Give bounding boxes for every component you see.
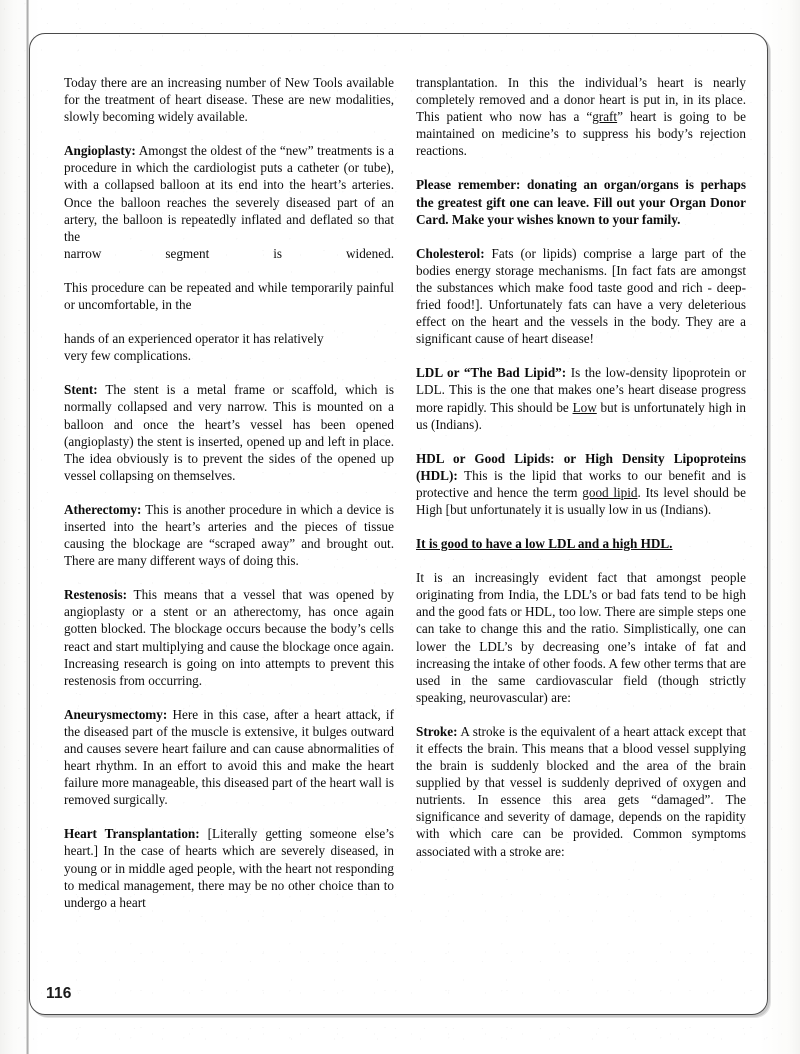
paragraph-ldl: LDL or “The Bad Lipid”: Is the low-density lipoprotein or LDL. This is the one that makes one’s heart disease progress more rapidly. This should be Low but is unfortunately high in us (Indians). [416, 365, 746, 432]
emphasized-text: Low [572, 399, 597, 415]
left-text-column [64, 74, 394, 911]
paragraph-restenosis: Restenosis: This means that a vessel that was opened by angioplasty or a stent or an atherectomy, has once again gotten blocked. The blockage occurs because the body’s cells react and start multiplying and cause the blockage once again. Increasing research is going on into attempts to prevent this restenosis from occurring. [64, 587, 394, 688]
emphasized-text: It is good to have a low LDL and a high HDL. [416, 536, 673, 552]
term-label: Stent: [64, 382, 98, 398]
paragraph-please-remember [416, 176, 746, 227]
word: segment [165, 245, 210, 261]
term-label: Cholesterol: [416, 245, 485, 261]
term-label: Please remember: donating an organ/organs is perhaps the greatest gift one can leave. Fill out your Organ Donor Card. Make your wishes known to your family. [416, 177, 746, 227]
paragraph-new-tools: Today there are an increasing number of New Tools available for the treatment of heart disease. These are new modalities, slowly becoming widely available. [64, 75, 394, 125]
paragraph-atherectomy: Atherectomy: This is another procedure in which a device is inserted into the heart’s arteries and the pieces of tissue causing the blockage are “scraped away” and brought out. There are many different ways of doing this. [64, 501, 394, 569]
paragraph-repeat-procedure-cont-1: hands of an experienced operator it has relatively [64, 331, 324, 347]
paragraph-hdl: HDL or Good Lipids: or High Density Lipoproteins (HDL): This is the lipid that works to our benefit and is protective and hence the term good lipid. Its level should be High [but unfortunately it is usually low in us (Indians). [416, 450, 746, 517]
emphasized-text: good lipid [582, 484, 638, 500]
paragraph-cholesterol: Cholesterol: Fats (or lipids) comprise a large part of the bodies energy storage mechanisms. [In fact fats are amongst the substances which make food taste good and rich - deep-fried food!]. Unfortunately fats can have a very deleterious effect on the heart and the vessels in the body. They are a significant cause of heart disease! [416, 245, 746, 347]
word: widened. [346, 245, 394, 261]
paragraph-aneurysmectomy: Aneurysmectomy: Here in this case, after a heart attack, if the diseased part of the muscle is extensive, it bulges outward and causes severe heart failure and can cause abnormalities of heart rhythm. In an effort to avoid this and make the heart failure more manageable, this diseased part of the heart wall is removed surgically. [64, 706, 394, 808]
right-text-column [416, 74, 746, 911]
justified-stretched-line [64, 245, 394, 262]
two-column-text-body [64, 74, 746, 911]
emphasized-text: graft [592, 109, 618, 125]
paragraph-stent: Stent: The stent is a metal frame or scaffold, which is normally collapsed and very narrow. This is mounted on a balloon and once the heart’s vessel has been opened (angioplasty) the stent is inserted, opened up and left in place. The idea obviously is to prevent the sides of the opened up vessel collapsing on themselves. [64, 382, 394, 483]
paragraph-ldl-hdl-summary [416, 535, 746, 552]
term-label: Angioplasty: [64, 143, 136, 159]
word: narrow [64, 245, 102, 261]
term-label: Heart Transplantation: [64, 826, 200, 842]
paragraph-stroke: Stroke: A stroke is the equivalent of a heart attack except that it effects the brain. This means that a blood vessel supplying the brain is suddenly blocked and the area of the brain supplied by that vessel is suddenly deprived of oxygen and nutrients. In essence this area gets “damaged”. The significance and severity of damage, depends on the rapidity with which care can be provided. Common symptoms associated with a stroke are: [416, 723, 746, 859]
paragraph-angioplasty: Angioplasty: Amongst the oldest of the “new” treatments is a procedure in which the cardiologist puts a catheter (or tube), with a collapsed balloon at its end into the heart’s arteries. Once the balloon reaches the severely diseased part of an artery, the balloon is repeatedly inflated and deflated so that the narrow segment is widened. [64, 143, 394, 261]
word: is [273, 245, 283, 261]
term-label: Restenosis: [64, 587, 128, 603]
paragraph-repeat-procedure: This procedure can be repeated and while temporarily painful or uncomfortable, in the [64, 279, 394, 313]
term-label: Aneurysmectomy: [64, 706, 168, 722]
paragraph-heart-transplantation: Heart Transplantation: [Literally getting someone else’s heart.] In the case of hearts which are severely diseased, in young or in middle aged people, with the heart not responding to medical management, there may be no other choice than to undergo a heart [64, 826, 394, 910]
paragraph-repeat-procedure-cont-2: very few complications. [64, 348, 192, 364]
paragraph-india-lipids: It is an increasingly evident fact that amongst people originating from India, the LDL’s or bad fats tend to be high and the good fats or HDL, too low. There are simple steps one can take to change this and the ratio. Simplistically, one can lower the LDL’s by decreasing one’s intake of fat and increasing the intake of other foods. A few other terms that are used in the same cardiovascular field (though strictly speaking, neurovascular) are: [416, 570, 746, 705]
term-label: HDL or Good Lipids: or High Density Lipoproteins (HDL): [416, 450, 746, 483]
term-label: LDL or “The Bad Lipid”: [416, 365, 567, 381]
page-number: 116 [46, 985, 72, 1002]
term-label: Stroke: [416, 723, 458, 739]
term-label: Atherectomy: [64, 501, 142, 517]
paragraph-transplantation-continued: transplantation. In this the individual’s heart is nearly completely removed and a donor heart is put in, in its place. This patient who now has a “graft” heart is going to be maintained on medicine’s to suppress his body’s rejection reactions. [416, 75, 746, 159]
